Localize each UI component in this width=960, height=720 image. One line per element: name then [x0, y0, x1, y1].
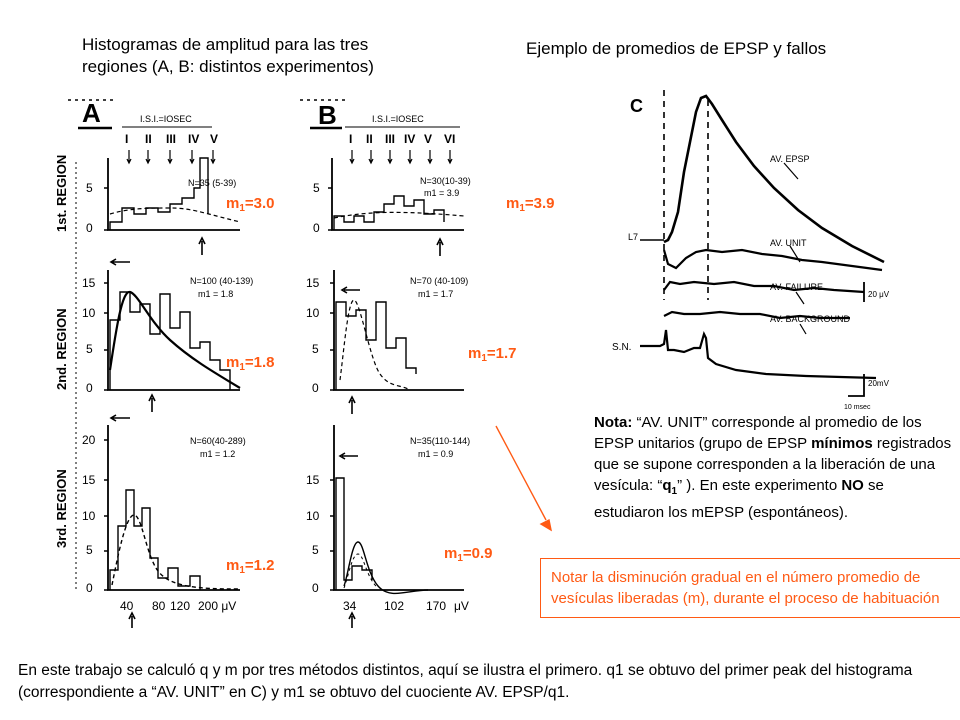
- ytick-2b-15: 15: [306, 276, 320, 290]
- hist-2b: [306, 270, 468, 414]
- habituation-note: Notar la disminución gradual en el número promedio de vesículas liberadas (m), durante el proceso de habituación: [540, 558, 960, 618]
- note-text4: se estudiaron los mEPSP (espontáneos).: [594, 477, 884, 521]
- ytick-2a-0: 0: [86, 381, 93, 395]
- scale-mv: 20mV: [868, 379, 889, 388]
- note-text3: ” ). En este experimento: [677, 477, 842, 494]
- roman-a-5: V: [210, 132, 219, 146]
- note-q: $q_1$: [662, 477, 678, 497]
- peak-arrow-1b: [437, 239, 443, 256]
- red-arrow: [496, 426, 551, 530]
- ytick-1a-0: 0: [86, 221, 93, 235]
- n-2a: N=100 (40-139): [190, 276, 254, 286]
- ytick-1b-5: 5: [313, 181, 320, 195]
- footer-text: En este trabajo se calculó q y m por tres métodos distintos, aquí se ilustra el primero. q1 se obtuvo del primer peak del histograma (correspondiente a “AV. UNIT” en C) y m1 se obtuvo del cuociente AV. EPSP/q1.: [18, 662, 913, 701]
- n-1a: N=35 (5-39): [188, 178, 237, 188]
- stim-arrows-a: [127, 150, 215, 163]
- roman-b: [349, 132, 455, 146]
- xtick-3b-34: 34: [343, 599, 357, 613]
- xticks-3b: [343, 599, 469, 613]
- left-arrow-3a: [111, 415, 130, 421]
- note-text2: registrados que se supone corresponden a la liberación de una vesícula: “: [594, 435, 952, 494]
- row-label-1: 1st. REGION: [54, 154, 69, 232]
- note-bold-minimos: mínimos: [811, 435, 873, 452]
- isi-a-label: I.S.I.=IOSEC: [140, 114, 192, 124]
- note-bold-label: Nota:: [594, 414, 633, 431]
- ytick-3b-10: 10: [306, 509, 320, 523]
- ytick-3a-15: 15: [82, 473, 96, 487]
- note-text1: “AV. UNIT” corresponde al promedio de los EPSP unitarios (grupo de EPSP: [594, 414, 922, 452]
- histograms-title-line1: Histogramas de amplitud para las tres: [82, 35, 369, 54]
- fit-3b: [344, 542, 428, 593]
- panel-c-traces: [612, 90, 890, 411]
- trace-sn: [640, 330, 876, 378]
- roman-b-3: III: [385, 132, 396, 146]
- peak-arrow-3b: [349, 613, 355, 628]
- panel-c-label: C: [630, 96, 643, 116]
- ytick-2a-10: 10: [82, 306, 96, 320]
- n-3a: N=60(40-289): [190, 436, 246, 446]
- bars-3b: [336, 478, 372, 590]
- roman-b-1: I: [349, 132, 353, 146]
- hist-2a: [82, 259, 253, 412]
- left-arrow-2b: [342, 287, 360, 293]
- row-label-3: 3rd. REGION: [54, 469, 69, 548]
- m-label-1b: $m_1=3.9$: [506, 195, 555, 214]
- peak-arrow-2a: [149, 395, 155, 412]
- label-av-epsp: AV. EPSP: [770, 154, 810, 164]
- trace-av-unit: [664, 250, 882, 270]
- peak-arrow-1a: [199, 238, 205, 255]
- stim-arrows-b: [350, 150, 452, 163]
- ytick-3b-0: 0: [312, 581, 319, 595]
- trace-av-failure: [664, 282, 864, 292]
- ytick-3a-10: 10: [82, 509, 96, 523]
- xtick-3b-102: 102: [384, 599, 405, 613]
- roman-a: [125, 132, 218, 146]
- ytick-3b-15: 15: [306, 473, 320, 487]
- note-text: [594, 412, 954, 523]
- left-arrow-2a: [111, 259, 130, 265]
- roman-a-2: II: [145, 132, 152, 146]
- ytick-3a-0: 0: [86, 581, 93, 595]
- roman-a-4: IV: [188, 132, 200, 146]
- hist-1b: [313, 158, 471, 256]
- panel-a-label: A: [82, 98, 101, 128]
- ytick-2b-0: 0: [312, 381, 319, 395]
- ytick-3a-5: 5: [86, 543, 93, 557]
- fit-3b-dashed: [344, 554, 378, 588]
- ytick-1b-0: 0: [313, 221, 320, 235]
- label-sn: S.N.: [612, 342, 632, 353]
- left-arrow-3b: [340, 453, 358, 459]
- m-label-3a: $m_1=1.2$: [226, 557, 275, 576]
- ytick-2b-10: 10: [306, 306, 320, 320]
- roman-a-3: III: [166, 132, 177, 146]
- n-1b: N=30(10-39): [420, 176, 471, 186]
- msmall-2a: m1 = 1.8: [198, 289, 234, 299]
- label-av-unit: AV. UNIT: [770, 238, 807, 248]
- xtick-3a-80: 80: [152, 599, 166, 613]
- label-av-failure: AV. FAILURE: [770, 282, 824, 292]
- n-3b: N=35(110-144): [410, 436, 471, 446]
- xticks-3a: [120, 599, 236, 613]
- n-2b: N=70 (40-109): [410, 276, 469, 286]
- roman-b-4: IV: [404, 132, 416, 146]
- roman-b-6: VI: [444, 132, 456, 146]
- note-bold-no: NO: [841, 477, 864, 494]
- msmall-3a: m1 = 1.2: [200, 449, 236, 459]
- xtick-3b-uv: μV: [454, 599, 469, 613]
- xtick-3b-170: 170: [426, 599, 447, 613]
- ytick-1a-5: 5: [86, 181, 93, 195]
- xtick-3a-120: 120: [170, 599, 191, 613]
- xtick-3a-200: 200 μV: [198, 599, 237, 613]
- m-label-2a: $m_1=1.8$: [226, 354, 275, 373]
- ytick-3a-20: 20: [82, 433, 96, 447]
- m-label-3b: $m_1=0.9$: [444, 545, 493, 564]
- ytick-2a-5: 5: [86, 342, 93, 356]
- xtick-3a-40: 40: [120, 599, 134, 613]
- roman-b-5: V: [424, 132, 433, 146]
- hist-3a: [82, 415, 246, 628]
- panel-b-label: B: [318, 100, 337, 130]
- msmall-3b: m1 = 0.9: [418, 449, 454, 459]
- peak-arrow-2b: [349, 397, 355, 414]
- scale-ms: 10 msec: [844, 404, 871, 411]
- ytick-2a-15: 15: [82, 276, 96, 290]
- m-label-2b: $m_1=1.7$: [468, 345, 517, 364]
- hist-1a: [86, 158, 240, 255]
- hist-3b: [306, 425, 470, 628]
- m-label-1a: $m_1=3.0$: [226, 195, 275, 214]
- example-title: Ejemplo de promedios de EPSP y fallos: [526, 39, 827, 58]
- roman-a-1: I: [125, 132, 129, 146]
- ytick-2b-5: 5: [312, 342, 319, 356]
- fit-1a: [110, 208, 240, 222]
- msmall-2b: m1 = 1.7: [418, 289, 454, 299]
- label-l7: L7: [628, 232, 639, 242]
- fit-3a: [112, 515, 238, 589]
- roman-b-2: II: [366, 132, 373, 146]
- scale-uv: 20 μV: [868, 290, 890, 299]
- ytick-3b-5: 5: [312, 543, 319, 557]
- row-label-2: 2nd. REGION: [54, 308, 69, 390]
- peak-arrow-3a: [129, 613, 135, 628]
- histograms-title-line2: regiones (A, B: distintos experimentos): [82, 57, 374, 76]
- isi-b-label: I.S.I.=IOSEC: [372, 114, 424, 124]
- fit-2b: [340, 300, 410, 390]
- bars-1a: [110, 158, 208, 230]
- bars-3a: [110, 490, 200, 590]
- msmall-1b: m1 = 3.9: [424, 188, 460, 198]
- label-av-background: AV. BACKGROUND: [770, 314, 851, 324]
